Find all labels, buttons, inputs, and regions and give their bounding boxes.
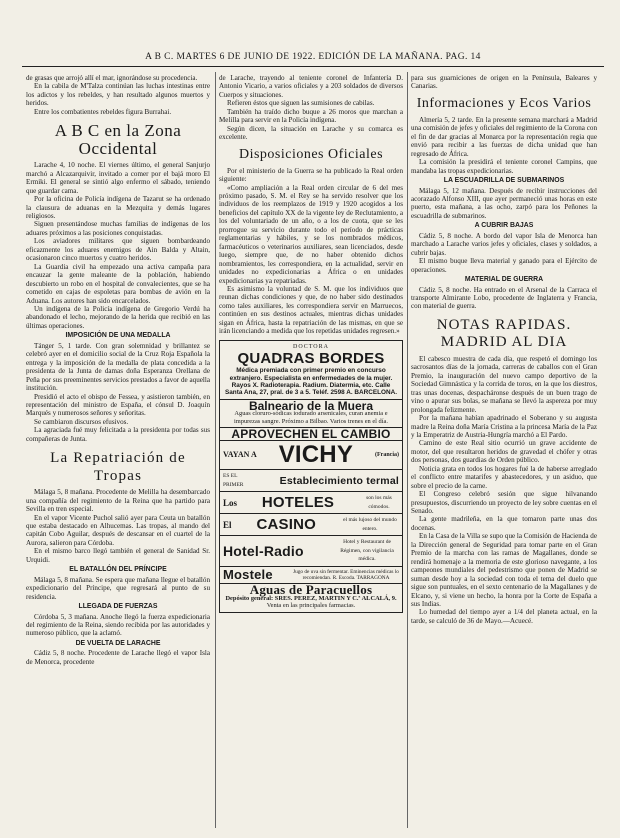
paragraph: Larache 4, 10 noche. El viernes último, el general Sanjurjo marchó a Alcazarquivir, invitado a comer por el bajá moro El Ermiki. El general se sintió algo enfermo el sábado, teniendo que guardar cama.	[26, 161, 210, 195]
advert-hoteles	[220, 492, 402, 514]
column-rule	[215, 72, 216, 828]
paragraph: Málaga 5, 12 mañana. Después de recibir instrucciones del acorazado Alfonso XIII, que ayer permaneció unas horas en este puerto, esta mañana, a las ocho, zarpó para los Peñones la escuadrilla de submarinos.	[411, 186, 597, 220]
advert-text: el más lujoso del mundo entero.	[343, 517, 397, 532]
advert-title: QUADRAS BORDES	[237, 350, 385, 368]
subheading: LLEGADA DE FUERZAS	[78, 603, 158, 611]
subheading: EL BATALLÓN DEL PRÍNCIPE	[69, 566, 167, 574]
paragraph: Cádiz 5, 8 noche. Procedente de Larache llegó el vapor Isla de Menorca, procedente	[26, 649, 210, 666]
column-3	[411, 74, 597, 625]
advert-title: VICHY	[278, 441, 354, 469]
paragraph: En el mismo barco llegó también el general de Sanidad Sr. Urquidi.	[26, 547, 210, 564]
paragraph: de Larache, trayendo al teniente coronel de Infantería D. Antonio Vicario, a varios oficiales y a 203 soldados de diversos Cuerpos y situaciones.	[219, 74, 403, 99]
advert-headline: APROVECHEN EL CAMBIO	[220, 428, 402, 441]
advert-tag: DOCTORA	[293, 343, 329, 350]
advert-body: Aguas cloruro-sódicas iodurado arsenicales, curan anemia e impurezas sangre. Próximo a Bilbao. Varios trenes en el día.	[234, 410, 388, 425]
advert-vichy	[220, 441, 402, 470]
paragraph: Por la mañana habían apadrinado el Soberano y su augusta madre la Reina doña María Cristina a la princesa María de la Paz y la Emperatriz de Austria-Hungría marchó a El Pardo.	[411, 414, 597, 439]
advert-text: (Francia)	[375, 452, 399, 459]
paragraph: Córdoba 5, 3 mañana. Anoche llegó la fuerza expedicionaria del regimiento de la Reina, siendo recibida por las autoridades y numeroso público, que la aclamó.	[26, 612, 210, 638]
subheading: IMPOSICIÓN DE UNA MEDALLA	[65, 332, 171, 340]
paragraph: Camino de este Real sitio ocurrió un grave accidente de motor, del que resultaron heridos de gravedad el chófer y otras dos personas, dos guardias de Orden público.	[411, 439, 597, 465]
paragraph: La comisión la presidirá el teniente coronel Campins, que mandaba las tropas expedicionarias.	[411, 158, 597, 175]
paragraph: La Guardia civil ha empezado una activa campaña para encauzar la gente maleante de la población, habiendo descubierto un robo en el hospital de convalecientes, que se ha cometido en cajas de espoletas para bombas de avión en la Aduana. Los autores han sido encarcelados.	[26, 262, 210, 305]
paragraph: Almería 5, 2 tarde. En la presente semana marchará a Madrid una comisión de jefes y oficiales del regimiento de la Corona con el fin de dar gracias al Monarca por la representación regia que envió para recibir a las fuerzas de dicha unidad que han regresado de África.	[411, 115, 597, 158]
headline: Disposiciones Oficiales	[238, 146, 384, 162]
subheading: A CUBRIR BAJAS	[474, 222, 534, 230]
paragraph: Un indígena de la Policía indígena de Gregorio Verdú ha abandonado el lecho, mejorando de la herida que recibió en las últimas operaciones.	[26, 304, 210, 330]
advert-establecimiento	[220, 470, 402, 492]
subheading: LA ESCUADRILLA DE SUBMARINOS	[443, 177, 565, 185]
paragraph: Cádiz 5, 8 noche. Ha entrado en el Arsenal de la Carraca el transporte Almirante Lobo, procedente de Inglaterra y Francia, con material de guerra.	[411, 285, 597, 311]
paragraph: El cabesco muestra de cada día, que respetó el domingo los sacrosantos días de la jornada, carreras de caballos con el Gran Premio, la inauguración del nuevo campo deportivo de la Sociedad Gimnástica y la corrida de toros, en la que los diestros, tras unas docenas, despacháronse después de un buen trago de vino o apurar sus bolas, se mañana se llevó la aspereza por muy prolongada felizmente.	[411, 354, 597, 414]
advert-hotel-radio	[220, 536, 402, 566]
paragraph: Es asimismo la voluntad de S. M. que los individuos que reunan dichas condiciones y que, de no haber sido destinados como tales auxiliares, les correspondiera servir en Marruecos, continúen en sus destinos actuales, mientras dichas unidades sigan en África, hasta la repatriación de las mismas, en que se irán licenciando a medida que los repetidas unidades regresen.»	[219, 284, 403, 336]
advert-text: Venta en las principales farmacias.	[266, 602, 356, 610]
headline: NOTAS RAPIDAS. MADRID AL DIA	[436, 316, 572, 350]
advert-text: VAYAN A	[223, 450, 257, 460]
paragraph: También ha traído dicho buque a 26 moros que marchan a Melilla para servir en la Policía indígena.	[219, 107, 403, 125]
advert-text: son los más cómodos.	[366, 495, 392, 510]
headline: A B C en la Zona Occidental	[54, 121, 182, 159]
paragraph: Tánger 5, 1 tarde. Con gran solemnidad y brillantez se celebró ayer en el domicilio social de la Cruz Roja Española la entrega y la imposición de la medalla de plata concedida a la presidenta de la Junta de damas doña Esperanza Orellana de Peña por sus preeminentes servicios prestados a favor de aquella institución.	[26, 341, 210, 393]
column-rule	[407, 72, 408, 828]
advert-balneario	[220, 400, 402, 428]
subheading: DE VUELTA DE LARACHE	[75, 639, 161, 647]
paragraph: El Congreso celebró sesión que sigue hilvanando presupuestos, discurriendo un proyecto de ley sobre cuentas en el Senado.	[411, 490, 597, 516]
advert-title: Balneario de la Muera	[248, 398, 374, 413]
paragraph: Por el ministerio de la Guerra se ha publicado la Real orden siguiente:	[219, 166, 403, 184]
paragraph: Málaga 5, 8 mañana. Se espera que mañana llegue el batallón expedicionario del Príncipe, que regresará al punto de su residencia.	[26, 575, 210, 601]
paragraph: Siguen presentándose muchas familias de indígenas de los aduares próximos a las posiciones conquistadas.	[26, 220, 210, 237]
advert-text: Los	[223, 497, 238, 508]
paragraph: Noticia grata en todos los hogares fué la de haberse arreglado el conflicto entre matarifes y abastecedores, y un asiduo, que sobre el precio de la carne.	[411, 464, 597, 490]
paragraph: En el vapor Vicente Puchol salió ayer para Ceuta un batallón que estaba destacado en Alhucemas. Las tropas, al mando del capitán Cobo Aguilar, después de descansar en el cuartel de la Aurora, salieron para Córdoba.	[26, 513, 210, 547]
subheading: MATERIAL DE GUERRA	[464, 276, 544, 284]
paragraph: Cádiz 5, 8 noche. A bordo del vapor Isla de Menorca han marchado a Larache varios jefes y oficiales, clases y soldados, a cubrir bajas.	[411, 231, 597, 257]
paragraph: Los aviadores militares que siguen bombardeando eficazmente los aduares enemigos de Ain Balda y Altain, ocasionaron cinco muertos y cuatro heridos.	[26, 237, 210, 263]
paragraph: Se cambiaron discursos efusivos.	[34, 417, 129, 426]
column-2	[219, 74, 403, 613]
paragraph: Refieren éstos que siguen las sumisiones de cabilas.	[227, 99, 375, 108]
page-header: A B C. MARTES 6 DE JUNIO DE 1922. EDICIÓN DE LA MAÑANA. PAG. 14	[22, 52, 604, 67]
advert-doctora	[220, 341, 402, 400]
paragraph: Por la oficina de Policía indígena de Tazarut se ha ordenado la clausura de aduanas en la Mezquita y demás lugares religiosos.	[26, 195, 210, 220]
advert-paracuellos	[220, 584, 402, 611]
paragraph: Lo humedad del tiempo ayer a 1/4 del planeta actual, en la tarde, se calculó de 36 de Mayo.—Acuecé.	[411, 608, 597, 625]
advert-text: Hotel y Restaurant de Régimen, con vigilancia médica.	[340, 539, 394, 563]
advert-title: Mostele	[223, 566, 273, 582]
paragraph: Según dicen, la situación en Larache y su comarca es excelente.	[219, 124, 403, 142]
headline: Informaciones y Ecos Varios	[416, 95, 592, 111]
advert-title: Aguas de Paracuellos	[249, 582, 373, 598]
headline: La Repatriación de Tropas	[50, 450, 186, 485]
advert-text: Jugo de uva sin fermentar. Eminencias médicas lo recomiendan. R. Escoda. TARRAGONA	[293, 568, 399, 581]
column-1	[26, 74, 210, 666]
paragraph: Entre los combatientes rebeldes figura Burrahai.	[34, 107, 172, 116]
advert-casino	[220, 514, 402, 536]
paragraph: La agraciada fué muy felicitada a la presidenta por todas sus compañeras de Junta.	[26, 426, 210, 443]
paragraph: La gente madrileña, en la que tomaron parte unas dos docenas.	[411, 515, 597, 532]
paragraph: de grasas que arrojó allí el mar, ignorándose su procedencia.	[26, 74, 198, 82]
advert-title: CASINO	[256, 515, 317, 533]
paragraph: Málaga 5, 8 mañana. Procedente de Melilla ha desembarcado una compañía del regimiento de la Reina que ha partido para Sevilla en tren especial.	[26, 488, 210, 514]
advert-title: Hotel-Radio	[223, 542, 304, 559]
advert-title: Establecimiento termal	[279, 474, 399, 487]
paragraph: para sus guarniciones de origen en la Península, Baleares y Canarias.	[411, 74, 597, 91]
advert-title: HOTELES	[261, 493, 335, 511]
paragraph: Presidió el acto el obispo de Fessea, y asistieron también, en representación del ministro de España, el cónsul D. Joaquín Marqués y numerosos señores y señoritas.	[26, 392, 210, 418]
advert-block	[219, 340, 403, 613]
paragraph: El mismo buque lleva material y ganado para el Ejército de operaciones.	[411, 257, 597, 274]
advert-text: Depósito general: SRES. PEREZ, MARTIN Y C.ª ALCALÁ, 9.	[225, 594, 397, 602]
paragraph: «Como ampliación a la Real orden circular de 6 del mes próximo pasado, S. M. el Rey se ha servido resolver que los individuos de los reemplazos de 1919 y 1920 acogidos a los beneficios del capítulo XX de la vigente ley de Reclutamiento, a los del voluntariado de un año, o a los de cuota, que se les prorrogue su servicio durante todo el período de prácticas reglamentarias y hábiles, y se los nombrados médicos, farmacéuticos o veterinarios auxiliares, sean licenciados, desde luego, siempre que, de no haber obtenido dichos nombramientos, les correspondiera, en la actualidad, servir en unidades no expedicionarias a África o en unidades expedicionarias ya repatriadas.	[219, 183, 403, 285]
paragraph: En la Casa de la Villa se supo que la Comisión de Hacienda de la Dirección general de Seguridad para tomar parte en el Gran Premio de la marcha con las ramas de Magallanes, donde se rendirá homenaje a la memoria de este glorioso navegante, a los campeones mundiales del pedestrismo que ponen de Madrid se suman desde hoy a la sociedad con toda el tema del duelo que sigue son puntuales, en el sexto centenario de la Magallanes y de Elcano, y, si viene un hecho, la honra por la Corte de España a sus Indias.	[411, 532, 597, 609]
advert-body: Médica premiada con primer premio en concurso extranjero. Especialista en enfermedades de la mujer. Rayos X. Radioterapia. Radium. Diatermia, etc. Calle Santa Ana, 27, pral. de 3 a 5. Teléf. 2598 A. BARCELONA.	[224, 367, 397, 397]
advert-text: ES EL PRIMER	[223, 473, 244, 488]
advert-text: El	[223, 519, 232, 530]
paragraph: En la cabila de M'Talza continúan las luchas intestinas entre los adictos y los rebeldes, y han resultado algunos muertos y heridos.	[26, 82, 210, 108]
